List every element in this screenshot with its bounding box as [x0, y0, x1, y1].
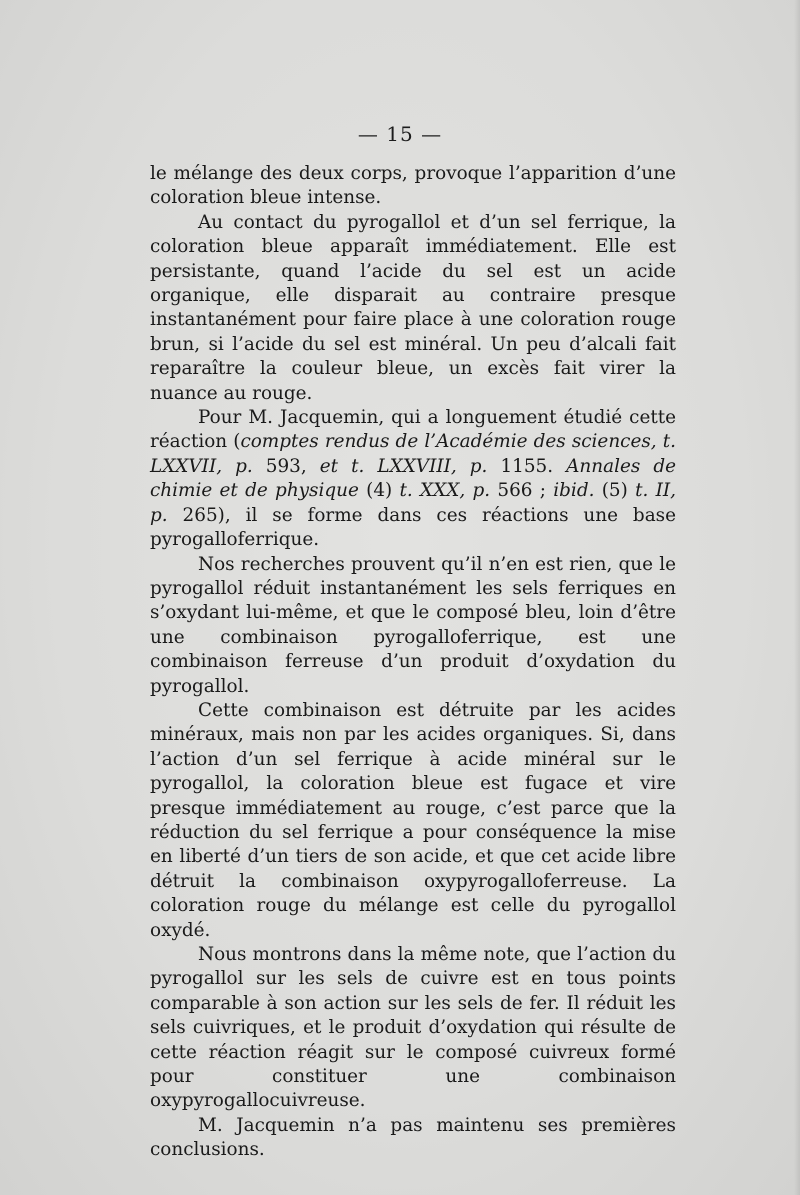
body-text: [150, 162, 676, 1163]
p3-text: 593,: [252, 455, 320, 477]
p3-text: (5): [594, 480, 636, 502]
page-edge-shadow: [794, 0, 800, 1195]
p3-citation: t. II, p.: [150, 480, 676, 526]
p3-text: 1155.: [487, 455, 567, 477]
paragraph-1: le mélange des deux corps, provoque l’apparition d’une coloration bleue intense.: [150, 163, 676, 209]
paragraph-2: Au contact du pyrogallol et d’un sel ferrique, la coloration bleue apparaît immédiatement. Elle est persistante, quand l’acide du sel est un acide organique, elle disparait au contraire presque instantanément pour faire place à une coloration rouge brun, si l’acide du sel est minéral. Un peu d’alcali fait reparaître la couleur bleue, un excès fait virer la nuance au rouge.: [150, 211, 676, 404]
p3-citation: comptes rendus de l’Académie des sciences, t. LXXVII, p.: [150, 431, 676, 477]
p3-citation: t. XXX, p.: [399, 480, 491, 502]
paragraph-5: Cette combinaison est détruite par les acides minéraux, mais non par les acides organiques. Si, dans l’action d’un sel ferrique à acide minéral sur le pyrogallol, la coloration bleue est fugace et vire presque immédiatement au rouge, c’est parce que la réduction du sel ferrique a pour conséquence la mise en liberté d’un tiers de son acide, et que cet acide libre détruit la combinaison oxypyrogalloferreuse. La coloration rouge du mélange est celle du pyrogallol oxydé.: [150, 699, 676, 941]
page-number: — 15 —: [357, 122, 443, 146]
paragraph-6: Nous montrons dans la même note, que l’action du pyrogallol sur les sels de cuivre est en tous points comparable à son action sur les sels de fer. Il réduit les sels cuivriques, et le produit d’oxydation qui résulte de cette réaction réagit sur le composé cuivreux formé pour constituer une combinaison oxypyrogallocuivreuse.: [150, 944, 676, 1112]
p3-citation: Annales de chimie et de physique: [150, 455, 677, 502]
p3-text: 566 ;: [490, 480, 554, 502]
paragraph-4: Nos recherches prouvent qu’il n’en est rien, que le pyrogallol réduit instantanément les sels ferriques en s’oxydant lui-même, et que le composé bleu, loin d’être une combinaison pyrogalloferrique, est une combinaison ferreuse d’un produit d’oxydation du pyrogallol.: [150, 553, 676, 697]
paragraph-7: M. Jacquemin n’a pas maintenu ses premières conclusions.: [150, 1114, 676, 1161]
paragraph-3: [150, 406, 676, 552]
p3-text: 265), il se forme dans ces réactions une base pyrogalloferrique.: [150, 504, 676, 551]
p3-text: (4): [358, 480, 400, 502]
p3-citation: ibid.: [553, 480, 595, 502]
p3-text: Pour M. Jacquemin, qui a longuement étudié cette réaction (: [150, 407, 676, 453]
p3-citation: et t. LXXVIII, p.: [319, 455, 488, 477]
